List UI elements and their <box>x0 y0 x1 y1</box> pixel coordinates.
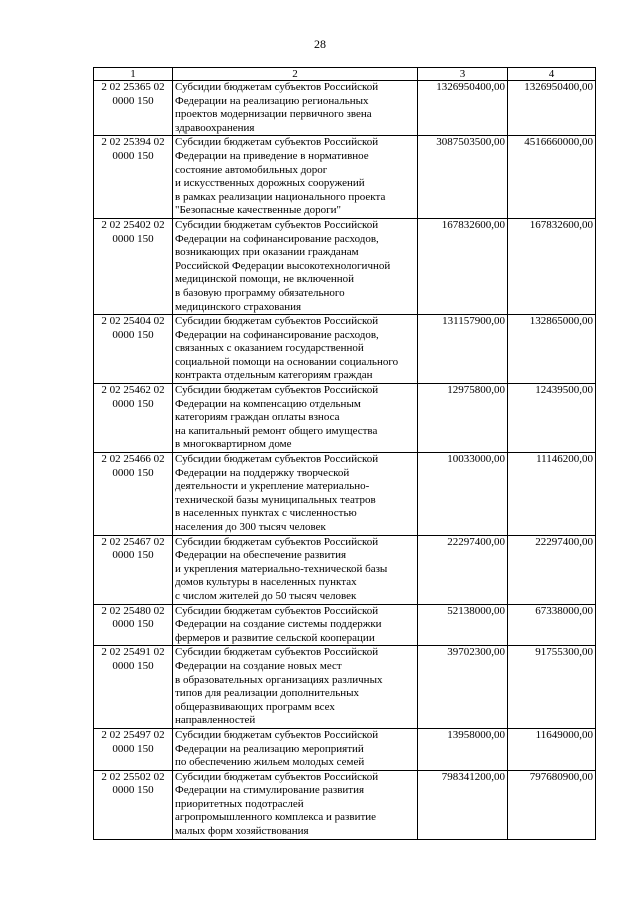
budget-code-line: 0000 150 <box>112 232 154 245</box>
amount-column-3-cell: 3087503500,00 <box>418 136 508 219</box>
budget-code-line: 2 02 25466 02 <box>101 453 165 466</box>
subsidy-name-line: и укрепления материально-технической базы <box>175 562 388 575</box>
subsidy-name-line: типов для реализации дополнительных <box>175 687 360 700</box>
subsidy-name-line: в рамках реализации национального проекта <box>175 190 386 203</box>
subsidy-name-cell <box>173 384 418 453</box>
subsidy-name-line: Субсидии бюджетам субъектов Российской <box>175 81 379 93</box>
subsidy-name-line: Федерации на создание новых мест <box>175 659 342 672</box>
budget-code-cell <box>94 136 173 219</box>
amount-column-4-cell: 12439500,00 <box>508 384 596 453</box>
column-header-name: 2 <box>173 68 418 81</box>
subsidy-name-line: Субсидии бюджетам субъектов Российской <box>175 384 379 397</box>
amount-column-4-cell: 4516660000,00 <box>508 136 596 219</box>
subsidy-name-line: технической базы муниципальных театров <box>175 493 376 506</box>
subsidy-name-line: Субсидии бюджетам субъектов Российской <box>175 646 379 659</box>
budget-code-cell <box>94 604 173 646</box>
budget-code-line: 2 02 25365 02 <box>101 81 165 93</box>
subsidy-name-line: Федерации на софинансирование расходов, <box>175 232 379 245</box>
amount-column-3-cell: 13958000,00 <box>418 728 508 770</box>
amount-column-4-cell: 11649000,00 <box>508 728 596 770</box>
subsidy-name-line: Субсидии бюджетам субъектов Российской <box>175 453 379 466</box>
subsidy-name-line: Федерации на реализацию региональных <box>175 94 369 107</box>
table-row <box>94 535 596 604</box>
subsidy-name-line: Субсидии бюджетам субъектов Российской <box>175 604 379 617</box>
amount-column-4-cell: 11146200,00 <box>508 453 596 536</box>
budget-code-line: 2 02 25480 02 <box>101 604 165 617</box>
subsidy-name-cell <box>173 535 418 604</box>
budget-code-line: 0000 150 <box>112 784 154 797</box>
subsidy-name-line: населения до 300 тысяч человек <box>175 521 326 533</box>
table-row <box>94 453 596 536</box>
budget-code-cell <box>94 728 173 770</box>
budget-code-line: 2 02 25402 02 <box>101 218 165 231</box>
subsidy-name-line: в образовательных организациях различных <box>175 673 383 686</box>
amount-column-3-cell: 22297400,00 <box>418 535 508 604</box>
budget-code-line: 0000 150 <box>112 549 154 562</box>
subsidy-name-line: Субсидии бюджетам субъектов Российской <box>175 136 379 149</box>
subsidy-name-line: в населенных пунктах с численностью <box>175 507 357 520</box>
table-row <box>94 218 596 314</box>
amount-column-4-cell: 1326950400,00 <box>508 81 596 136</box>
subsidy-name-line: агропромышленного комплекса и развитие <box>175 811 377 824</box>
subsidy-name-line: Субсидии бюджетам субъектов Российской <box>175 535 379 548</box>
subsidy-name-line: контракта отдельным категориям граждан <box>175 369 373 382</box>
budget-code-line: 2 02 25467 02 <box>101 535 165 548</box>
subsidy-name-line: Федерации на софинансирование расходов, <box>175 328 379 341</box>
budget-code-line: 0000 150 <box>112 94 154 107</box>
amount-column-3-cell: 39702300,00 <box>418 646 508 729</box>
subsidy-name-line: общеразвивающих программ всех <box>175 700 335 713</box>
budget-code-line: 2 02 25502 02 <box>101 770 165 783</box>
subsidy-name-line: фермеров и развитие сельской кооперации <box>175 631 375 644</box>
budget-code-line: 2 02 25404 02 <box>101 315 165 328</box>
subsidy-name-line: Субсидии бюджетам субъектов Российской <box>175 728 379 741</box>
subsidy-name-cell <box>173 604 418 646</box>
budget-code-line: 0000 150 <box>112 328 154 341</box>
subsidy-name-line: Субсидии бюджетам субъектов Российской <box>175 770 379 783</box>
subsidy-name-line: малых форм хозяйствования <box>175 825 309 838</box>
page-number: 28 <box>314 37 326 51</box>
subsidy-name-cell <box>173 218 418 314</box>
subsidy-name-line: Федерации на приведение в нормативное <box>175 149 369 162</box>
table-row <box>94 770 596 839</box>
subsidy-name-line: на капитальный ремонт общего имущества <box>175 424 378 437</box>
budget-code-line: 0000 150 <box>112 659 154 672</box>
subsidy-name-line: "Безопасные качественные дороги" <box>175 204 341 217</box>
column-header-value-1: 3 <box>418 68 508 81</box>
budget-code-cell <box>94 384 173 453</box>
subsidy-name-cell <box>173 136 418 219</box>
subsidy-name-line: Федерации на реализацию мероприятий <box>175 742 364 755</box>
subsidy-name-cell <box>173 81 418 136</box>
subsidy-name-line: домов культуры в населенных пунктах <box>175 576 357 589</box>
budget-code-line: 0000 150 <box>112 397 154 410</box>
budget-code-cell <box>94 770 173 839</box>
subsidy-name-line: здравоохранения <box>175 121 255 134</box>
budget-code-line: 0000 150 <box>112 466 154 479</box>
budget-table <box>93 67 596 840</box>
subsidy-name-line: Субсидии бюджетам субъектов Российской <box>175 315 379 328</box>
amount-column-4-cell: 797680900,00 <box>508 770 596 839</box>
subsidy-name-cell <box>173 453 418 536</box>
table-row <box>94 315 596 384</box>
budget-code-cell <box>94 535 173 604</box>
subsidy-name-line: деятельности и укрепление материально- <box>175 480 370 493</box>
budget-code-line: 2 02 25462 02 <box>101 384 165 397</box>
subsidy-name-line: Федерации на стимулирование развития <box>175 784 365 797</box>
amount-column-3-cell: 1326950400,00 <box>418 81 508 136</box>
column-header-value-2: 4 <box>508 68 596 81</box>
subsidy-name-cell <box>173 728 418 770</box>
table-row <box>94 136 596 219</box>
subsidy-name-line: Российской Федерации высокотехнологичной <box>175 259 391 272</box>
amount-column-3-cell: 52138000,00 <box>418 604 508 646</box>
subsidy-name-line: приоритетных подотраслей <box>175 797 304 810</box>
budget-code-line: 0000 150 <box>112 742 154 755</box>
amount-column-4-cell: 132865000,00 <box>508 315 596 384</box>
subsidy-name-cell <box>173 646 418 729</box>
budget-code-line: 2 02 25394 02 <box>101 136 165 149</box>
amount-column-3-cell: 131157900,00 <box>418 315 508 384</box>
subsidy-name-line: социальной помощи на основании социального <box>175 355 399 368</box>
budget-code-line: 2 02 25491 02 <box>101 646 165 659</box>
table-row <box>94 384 596 453</box>
budget-code-cell <box>94 218 173 314</box>
subsidy-name-line: медицинского страхования <box>175 300 302 313</box>
amount-column-3-cell: 12975800,00 <box>418 384 508 453</box>
budget-code-line: 0000 150 <box>112 149 154 162</box>
subsidy-name-line: Федерации на компенсацию отдельным <box>175 397 361 410</box>
subsidy-name-line: медицинской помощи, не включенной <box>175 273 355 286</box>
subsidy-name-line: с числом жителей до 50 тысяч человек <box>175 589 357 602</box>
subsidy-name-line: Федерации на обеспечение развития <box>175 549 347 562</box>
budget-code-cell <box>94 315 173 384</box>
amount-column-3-cell: 798341200,00 <box>418 770 508 839</box>
budget-code-line: 2 02 25497 02 <box>101 728 165 741</box>
subsidy-name-line: состояние автомобильных дорог <box>175 163 328 176</box>
amount-column-4-cell: 67338000,00 <box>508 604 596 646</box>
table-row <box>94 81 596 136</box>
subsidy-name-line: в базовую программу обязательного <box>175 286 345 299</box>
table-row <box>94 604 596 646</box>
subsidy-name-line: проектов модернизации первичного звена <box>175 108 372 121</box>
subsidy-name-line: Субсидии бюджетам субъектов Российской <box>175 218 379 231</box>
subsidy-name-cell <box>173 315 418 384</box>
amount-column-4-cell: 167832600,00 <box>508 218 596 314</box>
subsidy-name-line: возникающих при оказании гражданам <box>175 246 359 259</box>
table-header-row <box>94 68 596 81</box>
table-row <box>94 728 596 770</box>
budget-code-cell <box>94 646 173 729</box>
column-header-code: 1 <box>94 68 173 81</box>
subsidy-name-cell <box>173 770 418 839</box>
table-body <box>94 81 596 840</box>
amount-column-3-cell: 167832600,00 <box>418 218 508 314</box>
table-row <box>94 646 596 729</box>
subsidy-name-line: и искусственных дорожных сооружений <box>175 177 365 190</box>
subsidy-name-line: категориям граждан оплаты взноса <box>175 411 340 424</box>
budget-code-cell <box>94 81 173 136</box>
subsidy-name-line: Федерации на поддержку творческой <box>175 466 350 479</box>
budget-code-cell <box>94 453 173 536</box>
amount-column-3-cell: 10033000,00 <box>418 453 508 536</box>
subsidy-name-line: по обеспечению жильем молодых семей <box>175 756 365 769</box>
subsidy-name-line: в многоквартирном доме <box>175 438 292 451</box>
subsidy-name-line: Федерации на создание системы поддержки <box>175 618 382 631</box>
budget-code-line: 0000 150 <box>112 618 154 631</box>
amount-column-4-cell: 91755300,00 <box>508 646 596 729</box>
subsidy-name-line: связанных с оказанием государственной <box>175 342 364 355</box>
subsidy-name-line: направленностей <box>175 714 256 727</box>
amount-column-4-cell: 22297400,00 <box>508 535 596 604</box>
